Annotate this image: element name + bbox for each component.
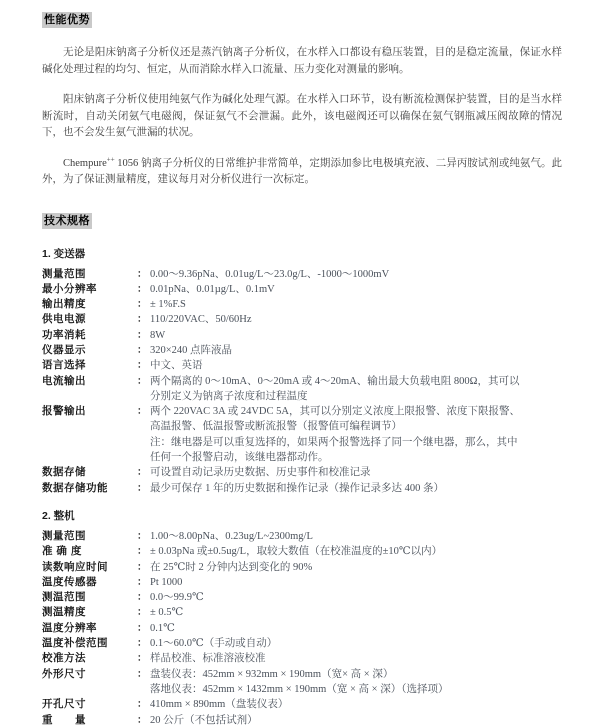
spec-value-line: 注：继电器是可以重复选择的，如果两个报警选择了同一个继电器，那么，其中 — [150, 436, 518, 448]
spec-value — [150, 590, 562, 605]
spec-colon: ： — [137, 344, 147, 356]
spec-value-line: 落地仪表：452mm × 1432mm × 190mm（宽 × 高 × 深）（选择项） — [150, 683, 449, 695]
spec-value — [150, 404, 562, 465]
spec-label: 报警输出 — [42, 405, 86, 418]
spec-value-line: 两个隔离的 0～10mA、0～20mA 或 4～20mA、输出最大负载电阻 800Ω，其可以 — [150, 375, 520, 387]
spec-row — [42, 636, 562, 651]
spec-colon: ： — [137, 561, 147, 573]
spec-value-line: ± 1%F.S — [150, 299, 186, 311]
paragraph-chempure-text: 1056 钠离子分析仪的日常维护非常简单，定期添加参比电极填充液、二异丙胺试剂或纯氨气。此外，为了保证测量精度，建议每月对分析仪进行一次标定。 — [42, 157, 562, 185]
spec-label: 电流输出 — [42, 374, 86, 387]
spec-label: 输出精度 — [42, 298, 86, 311]
spec-groups — [42, 247, 562, 728]
spec-colon: ： — [137, 592, 147, 604]
spec-value — [150, 575, 562, 590]
spec-colon: ： — [137, 546, 147, 558]
spec-colon: ： — [137, 576, 147, 588]
spec-group-heading: 1. 变送器 — [42, 247, 86, 260]
spec-label: 测温范围 — [42, 591, 86, 604]
spec-label: 温度补偿范围 — [42, 637, 108, 650]
brand-superscript: ++ — [106, 155, 115, 163]
spec-value — [150, 282, 562, 297]
spec-value-line: 0.1～60.0℃（手动或自动） — [150, 638, 278, 650]
spec-value — [150, 343, 562, 358]
spec-colon: ： — [137, 283, 147, 295]
spec-colon: ： — [137, 268, 147, 280]
spec-colon: ： — [137, 375, 147, 387]
spec-value — [150, 374, 562, 405]
spec-value — [150, 312, 562, 327]
spec-value — [150, 713, 562, 728]
spec-value-line: 0.0～99.9℃ — [150, 592, 204, 604]
spec-colon: ： — [137, 482, 147, 494]
spec-row — [42, 529, 562, 544]
spec-row — [42, 667, 562, 698]
spec-value — [150, 481, 562, 496]
spec-value — [150, 465, 562, 480]
spec-value — [150, 358, 562, 373]
section-title-performance: 性能优势 — [44, 14, 90, 26]
spec-value-line: 中文、英语 — [150, 360, 203, 372]
spec-label: 测量范围 — [42, 529, 86, 542]
spec-label: 供电电源 — [42, 313, 86, 326]
spec-colon: ： — [137, 467, 147, 479]
spec-label: 准 确 度 — [42, 545, 82, 558]
spec-colon: ： — [137, 299, 147, 311]
spec-group — [42, 247, 562, 496]
spec-value-line: 410mm × 890mm（盘装仪表） — [150, 699, 289, 711]
spec-value-line: Pt 1000 — [150, 576, 183, 588]
spec-value — [150, 267, 562, 282]
spec-colon: ： — [137, 360, 147, 372]
spec-colon: ： — [137, 406, 147, 418]
spec-row — [42, 404, 562, 465]
spec-value — [150, 529, 562, 544]
spec-row — [42, 713, 562, 728]
spec-label: 数据存储功能 — [42, 481, 108, 494]
brand-name: Chempure — [63, 157, 107, 169]
spec-colon: ： — [137, 699, 147, 711]
spec-value-line: 320×240 点阵液晶 — [150, 344, 233, 356]
spec-value-line: 20 公斤（不包括试剂） — [150, 714, 258, 726]
spec-value-line: 两个 220VAC 3A 或 24VDC 5A，其可以分别定义浓度上限报警、浓度下限报警、 — [150, 406, 520, 418]
spec-row — [42, 282, 562, 297]
paragraph-chempure — [42, 156, 562, 189]
spec-value-line: 0.00～9.36pNa、0.01ug/L～23.0g/L、-1000～1000mV — [150, 268, 390, 280]
spec-colon: ： — [137, 607, 147, 619]
spec-row — [42, 312, 562, 327]
spec-value — [150, 667, 562, 698]
spec-row — [42, 544, 562, 559]
spec-value-line: 高温报警、低温报警或断流报警（报警值可编程调节） — [150, 421, 402, 433]
spec-row — [42, 605, 562, 620]
spec-row — [42, 267, 562, 282]
spec-value — [150, 560, 562, 575]
spec-row — [42, 481, 562, 496]
spec-label: 外形尺寸 — [42, 667, 86, 680]
spec-label: 最小分辨率 — [42, 282, 97, 295]
spec-value-line: 盘装仪表：452mm × 932mm × 190mm（宽× 高 × 深） — [150, 668, 394, 680]
spec-row — [42, 575, 562, 590]
spec-value — [150, 651, 562, 666]
spec-value-line: 样品校准、标准溶液校准 — [150, 653, 266, 665]
spec-label: 仪器显示 — [42, 343, 86, 356]
spec-colon: ： — [137, 714, 147, 726]
spec-label: 读数响应时间 — [42, 560, 108, 573]
spec-label: 功率消耗 — [42, 328, 86, 341]
spec-row — [42, 560, 562, 575]
spec-value-line: 分别定义为钠离子浓度和过程温度 — [150, 390, 308, 402]
spec-value-line: ± 0.5℃ — [150, 607, 184, 619]
spec-value-line: 1.00～8.00pNa、0.23ug/L~2300mg/L — [150, 530, 313, 542]
spec-colon: ： — [137, 329, 147, 341]
spec-colon: ： — [137, 638, 147, 650]
spec-row — [42, 697, 562, 712]
spec-value — [150, 544, 562, 559]
spec-value — [150, 605, 562, 620]
spec-colon: ： — [137, 530, 147, 542]
spec-colon: ： — [137, 314, 147, 326]
spec-label: 温度分辨率 — [42, 621, 97, 634]
spec-value — [150, 621, 562, 636]
spec-value-line: 110/220VAC、50/60Hz — [150, 314, 252, 326]
spec-label: 数据存储 — [42, 466, 86, 479]
spec-colon: ： — [137, 653, 147, 665]
spec-label: 测量范围 — [42, 267, 86, 280]
spec-value-line: ± 0.03pNa 或±0.5ug/L，取较大数值（在校准温度的±10℃以内） — [150, 546, 443, 558]
spec-value — [150, 297, 562, 312]
spec-row — [42, 374, 562, 405]
spec-value-line: 可设置自动记录历史数据、历史事件和校准记录 — [150, 467, 371, 479]
section-title-specs: 技术规格 — [44, 214, 90, 227]
spec-row — [42, 297, 562, 312]
spec-value-line: 8W — [150, 329, 166, 341]
spec-value — [150, 697, 562, 712]
spec-label: 重 量 — [42, 713, 86, 726]
spec-label: 温度传感器 — [42, 575, 97, 588]
spec-label: 测温精度 — [42, 606, 86, 619]
spec-group — [42, 509, 562, 728]
paragraph-stabilizer: 无论是阳床钠离子分析仪还是蒸汽钠离子分析仪，在水样入口都设有稳压装置，目的是稳定流量，保证水样碱化处理过程的均匀、恒定，从而消除水样入口流量、压力变化对测量的影响。 — [42, 47, 562, 75]
spec-label: 语言选择 — [42, 359, 86, 372]
spec-colon: ： — [137, 668, 147, 680]
spec-row — [42, 590, 562, 605]
spec-value — [150, 328, 562, 343]
spec-row — [42, 651, 562, 666]
spec-row — [42, 328, 562, 343]
spec-value-line: 最少可保存 1 年的历史数据和操作记录（操作记录多达 400 条） — [150, 482, 444, 494]
spec-row — [42, 343, 562, 358]
paragraph-ammonia-protection: 阳床钠离子分析仪使用纯氨气作为碱化处理气源。在水样入口环节，设有断流检测保护装置，目的是当水样断流时，自动关闭氨气电磁阀，保证氨气不会泄漏。此外，该电磁阀还可以确保在氨气钢瓶减压阀故障的情况下，也不会发生氨气泄漏的状况。 — [42, 94, 562, 138]
spec-row — [42, 465, 562, 480]
spec-value — [150, 636, 562, 651]
spec-value-line: 在 25℃时 2 分钟内达到变化的 90% — [150, 561, 313, 573]
spec-value-line: 0.1℃ — [150, 622, 175, 634]
spec-value-line: 任何一个报警启动，该继电器都动作。 — [150, 452, 329, 464]
spec-row — [42, 358, 562, 373]
spec-row — [42, 621, 562, 636]
spec-group-heading: 2. 整机 — [42, 509, 75, 522]
spec-colon: ： — [137, 622, 147, 634]
spec-label: 校准方法 — [42, 652, 86, 665]
spec-value-line: 0.01pNa、0.01µg/L、0.1mV — [150, 283, 275, 295]
spec-label: 开孔尺寸 — [42, 698, 86, 711]
